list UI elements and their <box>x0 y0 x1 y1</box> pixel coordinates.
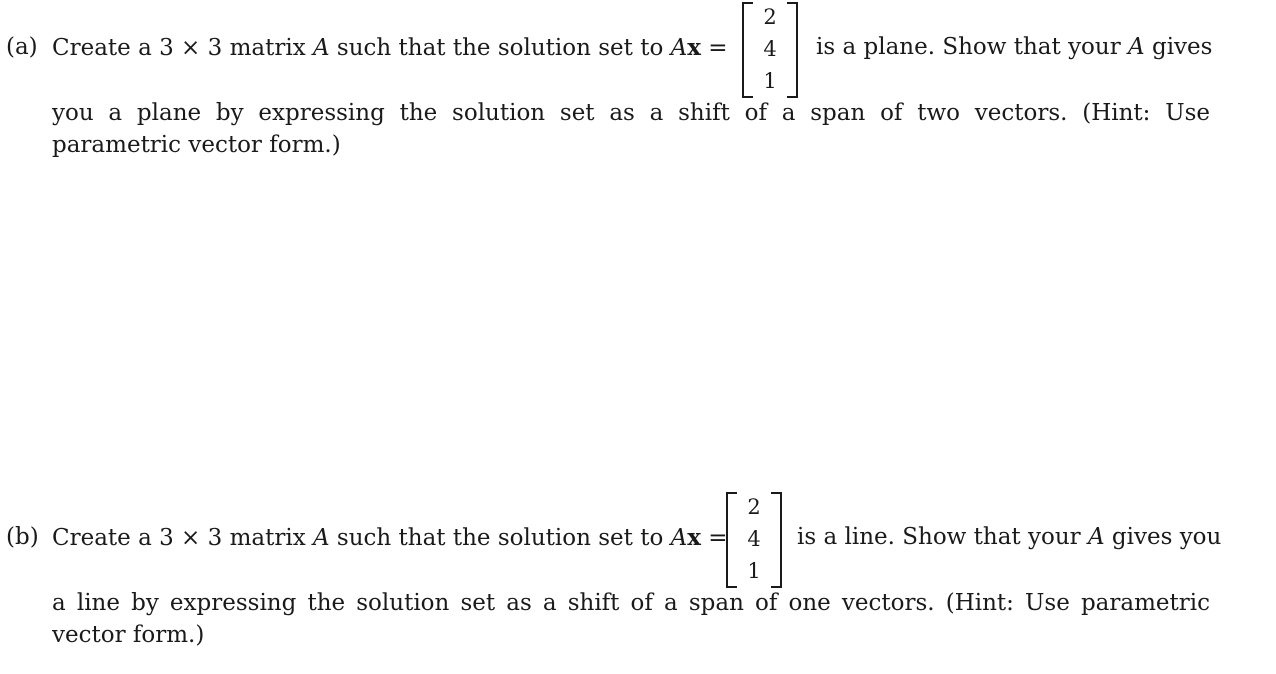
vector-entry: 4 <box>763 37 777 61</box>
problem-a-equals: = <box>708 35 728 61</box>
problem-b <box>0 490 1276 674</box>
problem-b-tail-var: A <box>1087 524 1105 550</box>
problem-a-lead: Create a 3 × 3 matrix <box>52 35 306 61</box>
problem-a-tail-var: A <box>1128 34 1145 60</box>
problem-a-matrix-var: A <box>312 35 330 61</box>
problem-a-tail-pre: is a plane. Show that your <box>816 34 1121 60</box>
problem-a-tail-post: gives <box>1151 34 1213 60</box>
problem-b-label: (b) <box>6 524 39 550</box>
problem-a-label: (a) <box>6 34 38 60</box>
problem-a-continuation: you a plane by expressing the solution set as a shift of a span of two vectors. (Hint: Use parametric vector form.) <box>52 100 1210 158</box>
problem-b-tail-post: gives you <box>1111 524 1222 550</box>
problem-b-continuation: a line by expressing the solution set as a shift of a span of one vectors. (Hint: Use parametric vector form.) <box>52 590 1210 648</box>
vector-entry: 1 <box>747 559 761 583</box>
problem-b-ax-a: A <box>670 525 688 551</box>
problem-a-vector <box>742 2 798 96</box>
problem-b-matrix-var: A <box>312 525 330 551</box>
problem-a-such-that: such that the solution set to <box>336 35 664 61</box>
problem-b-equals: = <box>708 525 728 551</box>
problem-b-ax-x: x <box>687 524 701 551</box>
problem-b-such-that: such that the solution set to <box>336 525 664 551</box>
problem-a-statement-start <box>52 34 728 61</box>
problem-a-ax-a: A <box>670 35 688 61</box>
problem-b-tail <box>797 524 1221 550</box>
problem-b-lead: Create a 3 × 3 matrix <box>52 525 306 551</box>
problem-a <box>0 0 1276 200</box>
vector-entry: 2 <box>747 495 761 519</box>
problem-a-tail <box>816 34 1212 60</box>
problem-b-tail-pre: is a line. Show that your <box>797 524 1081 550</box>
vector-entry: 1 <box>763 69 777 93</box>
problem-b-statement-start <box>52 524 728 551</box>
vector-entry: 4 <box>747 527 761 551</box>
vector-entry: 2 <box>763 5 777 29</box>
problem-b-vector <box>726 492 782 586</box>
problem-a-ax-x: x <box>687 34 701 61</box>
